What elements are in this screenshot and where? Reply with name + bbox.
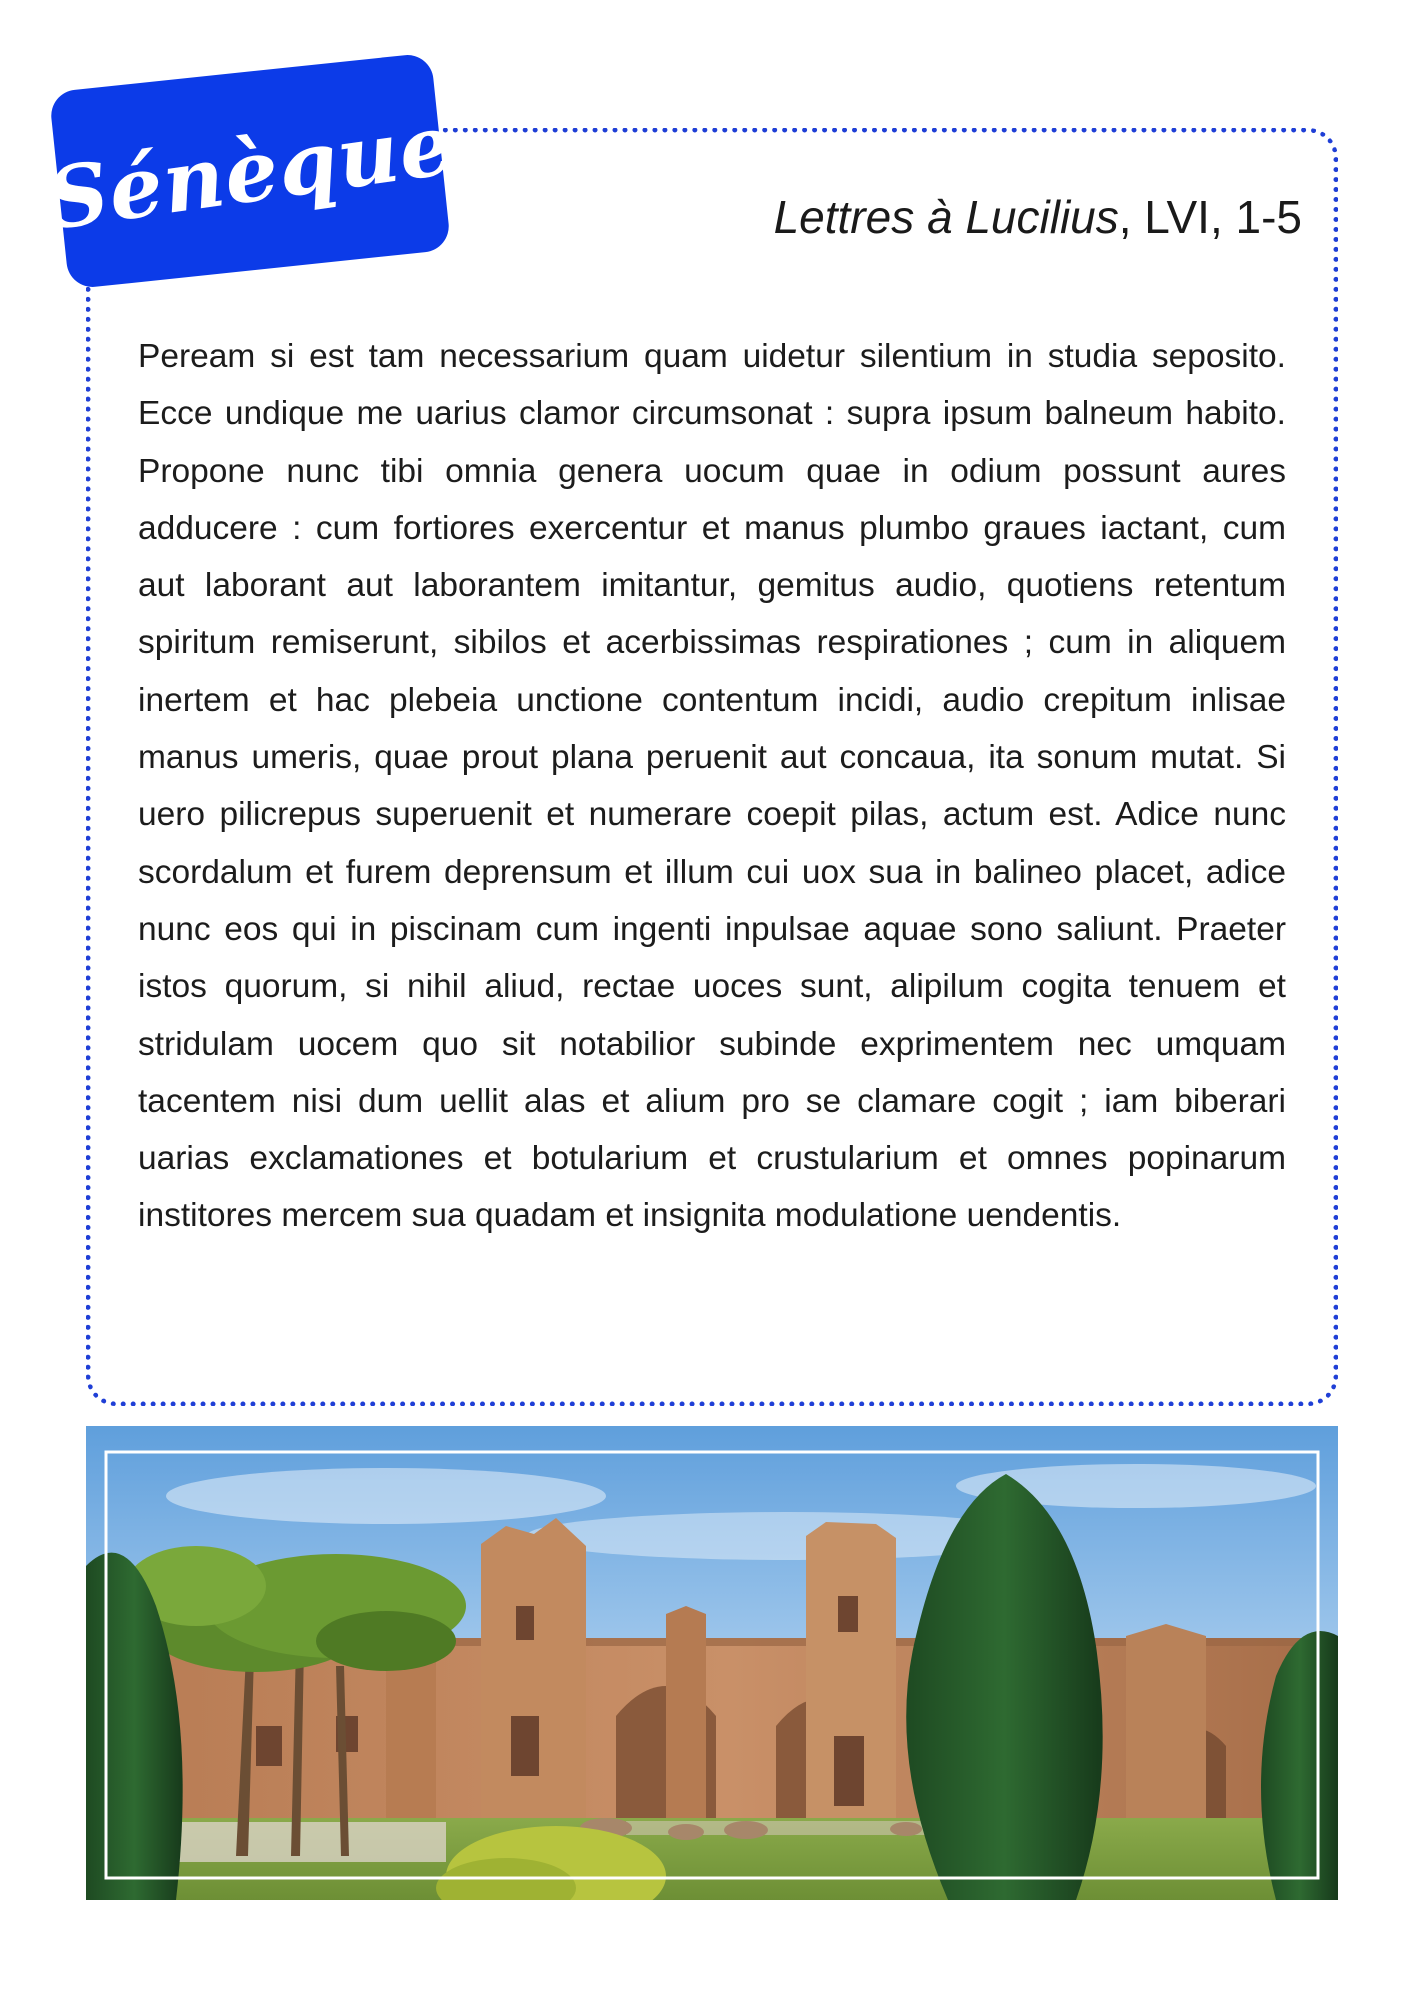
author-name: Sénèque (40, 93, 460, 249)
author-badge (40, 52, 460, 289)
baths-ruins-photo (86, 1426, 1338, 1900)
latin-passage: Peream si est tam necessarium quam uidetur silentium in studia seposito. Ecce undique me uarius clamor circumsonat : supra ipsum balneum habito. Propone nunc tibi omnia genera uocum quae in odium possunt aures adducere : cum fortiores exercentur et manus plumbo graues iactant, cum aut laborant aut laborantem imitantur, gemitus audio, quotiens retentum spiritum remiserunt, sibilos et acerbissimas respirationes ; cum in aliquem inertem et hac plebeia unctione contentum incidi, audio crepitum inlisae manus umeris, quae prout plana peruenit aut concaua, ita sonum mutat. Si uero pilicrepus superuenit et numerare coepit pilas, actum est. Adice nunc scordalum et furem deprensum et illum cui uox sua in balineo placet, adice nunc eos qui in piscinam cum ingenti inpulsae aquae sono saliunt. Praeter istos quorum, si nihil aliud, rectae uoces sunt, alipilum cogita tenuem et stridulam uocem quo sit notabilior subinde exprimentem nec umquam tacentem nisi dum uellit alas et alium pro se clamare cogit ; iam biberari uarias exclamationes et botularium et crustularium et omnes popinarum institores mercem sua quadam et insignita modulatione uendentis. (138, 338, 1286, 1235)
reference-location: , LVI, 1-5 (1118, 191, 1302, 243)
reference-work: Lettres à Lucilius (773, 191, 1119, 243)
reference-heading (774, 190, 1302, 244)
